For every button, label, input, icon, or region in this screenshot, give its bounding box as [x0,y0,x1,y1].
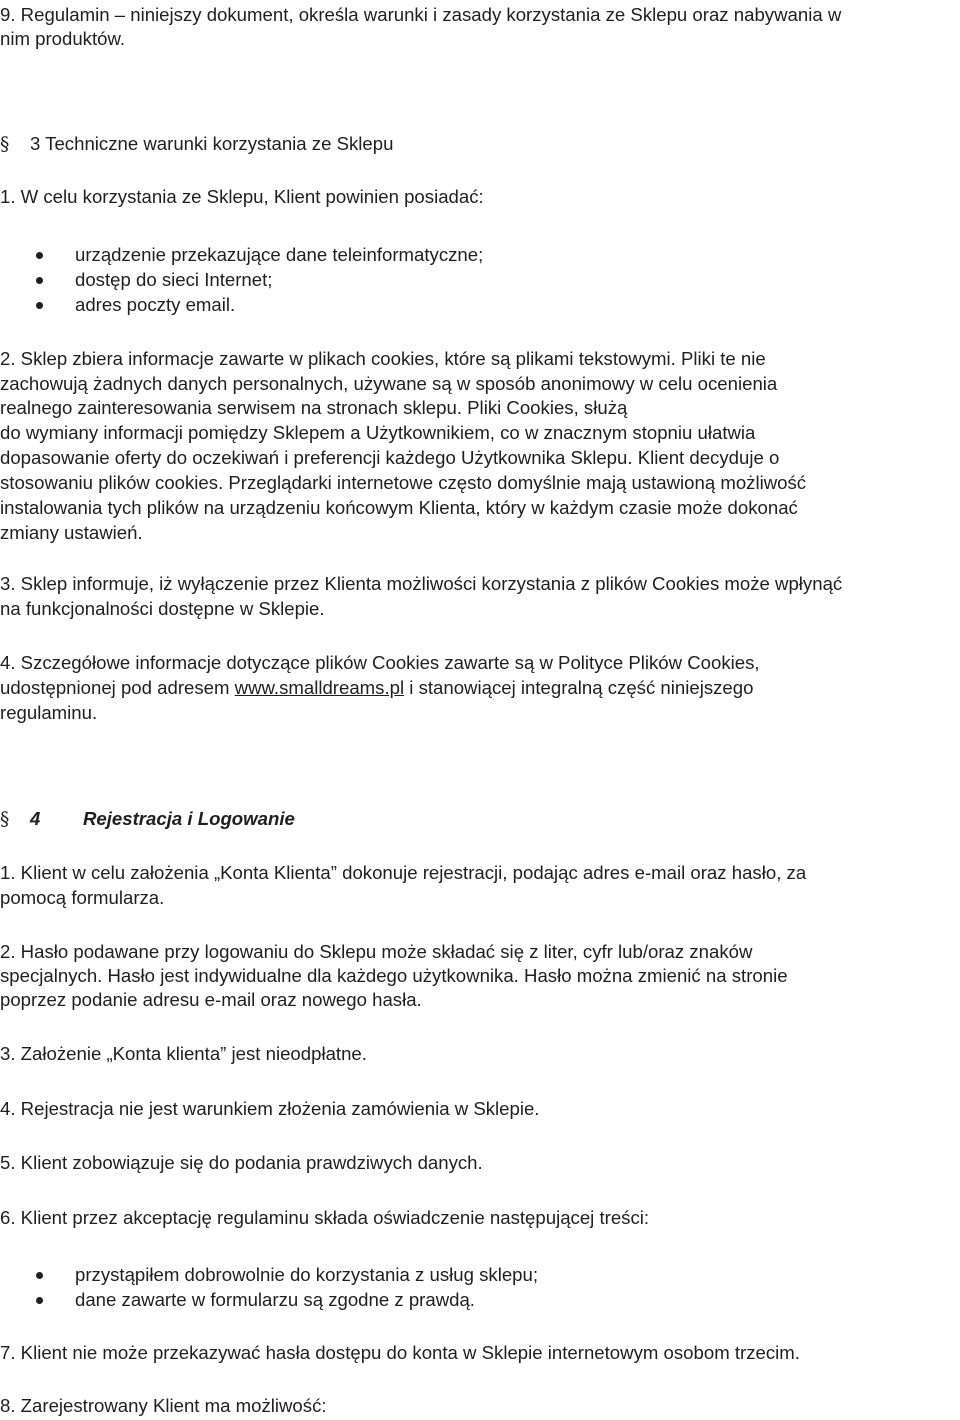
section-3-paragraph-4-line: regulaminu. [0,702,98,723]
list-item: przystąpiłem dobrowolnie do korzystania z usług sklepu; [75,1264,539,1285]
section-3-paragraph-4-line: 4. Szczegółowe informacje dotyczące plików Cookies zawarte są w Polityce Plików Cookies, [0,652,760,673]
section-4-paragraph-7: 7. Klient nie może przekazywać hasła dostępu do konta w Sklepie internetowym osobom trzecim. [0,1342,800,1363]
website-link[interactable]: www.smalldreams.pl [234,677,405,698]
section-symbol: § [0,134,10,155]
list-item: dostęp do sieci Internet; [75,269,273,290]
section-4-number: 4 [30,808,41,829]
section-4-paragraph-1-line: pomocą formularza. [0,887,165,908]
text: i stanowiącej integralną część niniejszego [404,677,754,698]
paragraph-9-line-1: 9. Regulamin – niniejszy dokument, określa warunki i zasady korzystania ze Sklepu oraz nabywania w [0,4,842,25]
section-3-paragraph-4-line [0,676,753,700]
section-3-paragraph-2-line: zmiany ustawień. [0,522,143,543]
section-3-paragraph-2-line: stosowaniu plików cookies. Przeglądarki internetowe często domyślnie mają ustawioną możliwość [0,472,807,493]
list-item: dane zawarte w formularzu są zgodne z prawdą. [75,1289,475,1310]
list-item: urządzenie przekazujące dane teleinformatyczne; [75,244,484,265]
paragraph-9-line-2: nim produktów. [0,28,126,49]
bullet-icon [36,1297,43,1304]
section-4-heading [0,807,295,832]
section-4-paragraph-2-line: specjalnych. Hasło jest indywidualne dla każdego użytkownika. Hasło można zmienić na stronie [0,965,788,986]
bullet-icon [36,252,43,259]
section-4-paragraph-4: 4. Rejestracja nie jest warunkiem złożenia zamówienia w Sklepie. [0,1098,540,1119]
text: udostępnionej pod adresem [0,677,235,698]
section-4-paragraph-6: 6. Klient przez akceptację regulaminu składa oświadczenie następującej treści: [0,1207,650,1228]
section-3-paragraph-3-line: 3. Sklep informuje, iż wyłączenie przez Klienta możliwości korzystania z plików Cookies może wpłynąć [0,573,843,594]
section-symbol: § [0,809,10,830]
bullet-icon [36,277,43,284]
section-4-paragraph-2-line: 2. Hasło podawane przy logowaniu do Sklepu może składać się z liter, cyfr lub/oraz znaków [0,941,753,962]
section-4-paragraph-2-line: poprzez podanie adresu e-mail oraz nowego hasła. [0,989,422,1010]
section-3-paragraph-2-line: realnego zainteresowania serwisem na stronach sklepu. Pliki Cookies, służą [0,397,628,418]
section-3-title: 3 Techniczne warunki korzystania ze Sklepu [30,133,394,154]
bullet-icon [36,1272,43,1279]
section-4-paragraph-1-line: 1. Klient w celu założenia „Konta Klienta” dokonuje rejestracji, podając adres e-mail oraz hasło, za [0,862,807,883]
section-3-paragraph-1: 1. W celu korzystania ze Sklepu, Klient powinien posiadać: [0,186,484,207]
section-4-paragraph-8: 8. Zarejestrowany Klient ma możliwość: [0,1395,327,1416]
section-4-paragraph-3: 3. Założenie „Konta klienta” jest nieodpłatne. [0,1043,367,1064]
section-3-heading [0,132,393,157]
section-3-paragraph-2-line: dopasowanie oferty do oczekiwań i preferencji każdego Użytkownika Sklepu. Klient decyduje o [0,447,780,468]
bullet-icon [36,302,43,309]
section-3-paragraph-2-line: do wymiany informacji pomiędzy Sklepem a Użytkownikiem, co w znacznym stopniu ułatwia [0,422,756,443]
list-item: adres poczty email. [75,294,236,315]
section-3-paragraph-2-line: 2. Sklep zbiera informacje zawarte w plikach cookies, które są plikami tekstowymi. Pliki te nie [0,348,766,369]
section-4-title: Rejestracja i Logowanie [83,808,295,829]
section-3-paragraph-3-line: na funkcjonalności dostępne w Sklepie. [0,598,325,619]
section-3-paragraph-2-line: zachowują żadnych danych personalnych, używane są w sposób anonimowy w celu ocenienia [0,373,778,394]
section-3-paragraph-2-line: instalowania tych plików na urządzeniu końcowym Klienta, który w każdym czasie może dokonać [0,497,798,518]
section-4-paragraph-5: 5. Klient zobowiązuje się do podania prawdziwych danych. [0,1152,483,1173]
